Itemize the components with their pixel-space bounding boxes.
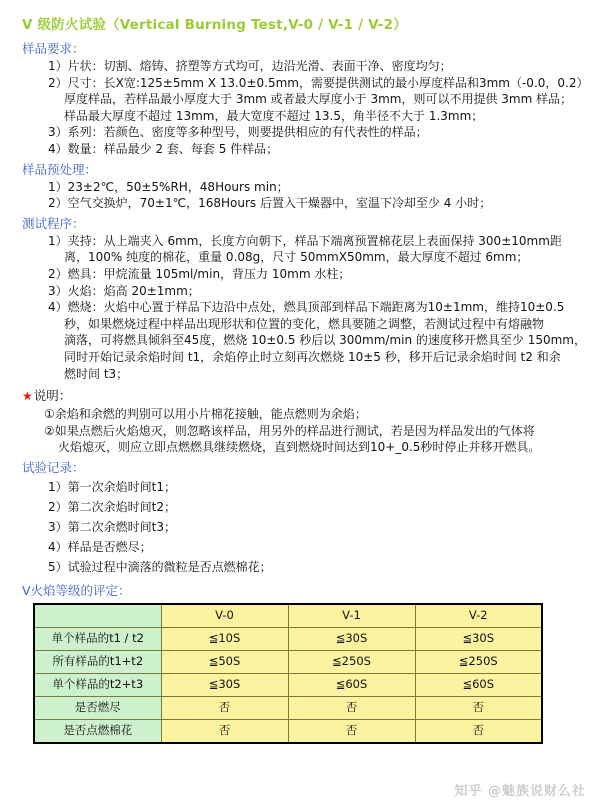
list-item-text: 2） <box>48 499 68 514</box>
table-cell: 否 <box>288 719 415 743</box>
list-item-continuation: 同时开始记录余焰时间 t1，余焰停止时立刻再次燃烧 10±5 秒，移开后记录余焰时间 t2 和余 <box>64 349 561 364</box>
table-cell: 否 <box>415 696 542 719</box>
list-item-continuation: 离，100% 纯度的棉花，重量 0.08g，尺寸 50mmX50mm，最大厚度不超过 6mm； <box>64 250 529 265</box>
list-item-text: 1） <box>48 59 68 73</box>
section-body-sample-requirements <box>0 58 600 158</box>
list-item-text: 1） <box>48 479 68 494</box>
table-row <box>34 696 542 719</box>
list-item <box>0 477 600 497</box>
list-item-text: 4） <box>48 300 68 315</box>
list-item <box>0 299 600 382</box>
list-item-continuation: 秒，如果燃烧过程中样品出现形状和位置的变化，燃具要随之调整，若测试过程中有熔融物 <box>64 316 545 331</box>
list-item-text: 2） <box>48 266 68 281</box>
list-item <box>0 537 600 557</box>
list-item <box>0 58 600 75</box>
list-item-text: 1） <box>48 179 68 194</box>
table-header-row <box>34 604 542 628</box>
list-item-text: 燃烧：火焰中心置于样品下边沿中点处，燃具顶部到样品下端距离为10±1mm，维持10±0.5 <box>67 300 565 315</box>
section-body-note <box>0 406 600 456</box>
table-column-header: V-0 <box>161 604 288 628</box>
list-item <box>0 497 600 517</box>
list-item-text: 23±2℃，50±5%RH，48Hours min； <box>67 179 289 194</box>
table-corner-cell <box>34 604 161 628</box>
list-item <box>0 124 600 141</box>
table-column-header: V-1 <box>288 604 415 628</box>
table-row <box>34 627 542 650</box>
section-body-test-procedure <box>0 233 600 382</box>
table-row <box>34 719 542 743</box>
list-item-text: 第二次余燃时间t3； <box>67 519 176 534</box>
list-item-text: 4） <box>48 141 68 156</box>
table-cell: ≦30S <box>288 627 415 650</box>
section-heading-sample-requirements: 样品要求： <box>22 41 85 56</box>
table-cell: ≦50S <box>161 650 288 673</box>
list-item-text: 数量：样品最少 2 套、每套 5 件样品； <box>67 141 279 156</box>
section-body-test-record <box>0 477 600 577</box>
list-item-text: 火焰：焰高 20±1mm； <box>67 283 200 298</box>
list-item <box>0 141 600 158</box>
list-item-text: 尺寸：长X宽:125±5mm X 13.0±0.5mm，需要提供测试的最小厚度样品和3mm（-0.0，0.2） <box>67 75 589 90</box>
list-item-text: 4） <box>48 539 68 554</box>
table-row-header: 单个样品的t1 / t2 <box>34 627 161 650</box>
list-item-text: 3） <box>48 283 68 298</box>
list-item-text: 试验过程中滴落的微粒是否点燃棉花； <box>67 559 272 574</box>
list-item-text: 系列：若颜色、密度等多种型号，则要提供相应的有代表性的样品； <box>67 125 428 140</box>
list-item-continuation: 厚度样品，若样品最小厚度大于 3mm 或者最大厚度小于 3mm，则可以不用提供 3mm 样品； <box>64 92 573 107</box>
list-item <box>0 266 600 283</box>
list-item-text: 如果点燃后火焰熄灭，则忽略该样品，用另外的样品进行测试，若是因为样品发出的气体将 <box>54 423 535 438</box>
list-item <box>0 423 600 456</box>
list-item <box>0 557 600 577</box>
table-cell: ≦30S <box>415 627 542 650</box>
section-heading-grade-evaluation: V火焰等级的评定： <box>22 582 131 598</box>
list-item-text: 第二次余焰时间t2； <box>67 499 176 514</box>
list-item <box>0 179 600 196</box>
list-item <box>0 517 600 537</box>
list-item <box>0 75 600 125</box>
table-row-header: 是否点燃棉花 <box>34 719 161 743</box>
section-heading-note-label: 说明： <box>33 388 72 404</box>
section-heading-test-procedure: 测试程序： <box>22 215 85 231</box>
table-row <box>34 673 542 696</box>
list-item <box>0 233 600 266</box>
section-heading-note <box>0 385 600 406</box>
table-cell: ≦60S <box>288 673 415 696</box>
list-item-continuation: 滴落，可将燃具倾斜至45度，燃烧 10±0.5 秒后以 300mm/min 的速度移开燃具至少 150mm， <box>64 333 586 348</box>
table-cell: 否 <box>415 719 542 743</box>
list-item-continuation: 样品最大厚度不超过 13mm，最大宽度不超过 13.5，角半径不大于 1.3mm； <box>64 108 484 123</box>
list-item <box>0 283 600 300</box>
list-item-text: 余焰和余燃的判别可以用小片棉花接触，能点燃则为余焰； <box>54 407 367 422</box>
list-item-text: 片状：切割、熔铸、挤塑等方式均可，边沿光滑、表面干净、密度均匀； <box>67 59 452 73</box>
list-item-text: 第一次余焰时间t1； <box>67 479 176 494</box>
table-row-header: 单个样品的t2+t3 <box>34 673 161 696</box>
list-item-text: ② <box>44 423 55 438</box>
table-cell: 否 <box>161 696 288 719</box>
section-body-pretreatment <box>0 179 600 212</box>
list-item-text: 2） <box>48 75 68 90</box>
list-item-text: 夹持：从上端夹入 6mm，长度方向朝下，样品下端离预置棉花层上表面保持 300±10mm距 <box>67 233 562 248</box>
list-item-text: 燃具：甲烷流量 105ml/min，背压力 10mm 水柱； <box>67 266 351 281</box>
table-cell: ≦10S <box>161 627 288 650</box>
table-row <box>34 650 542 673</box>
list-item-text: 3） <box>48 125 68 140</box>
section-heading-test-record: 试验记录： <box>22 459 85 475</box>
table-cell: ≦250S <box>288 650 415 673</box>
table-row-header: 所有样品的t1+t2 <box>34 650 161 673</box>
table-cell: ≦30S <box>161 673 288 696</box>
grade-table <box>33 603 543 744</box>
list-item-text: 3） <box>48 519 68 534</box>
list-item-continuation: 燃时间 t3； <box>64 366 129 381</box>
table-cell: 否 <box>161 719 288 743</box>
star-icon: ★ <box>22 389 33 404</box>
table-cell: ≦250S <box>415 650 542 673</box>
table-row-header: 是否燃尽 <box>34 696 161 719</box>
list-item-text: ① <box>44 407 55 422</box>
table-cell: 否 <box>288 696 415 719</box>
list-item-continuation: 火焰熄灭，则应立即点燃燃具继续燃烧，直到燃烧时间达到10+_0.5秒时停止并移开燃具。 <box>58 440 541 455</box>
section-heading-pretreatment: 样品预处理： <box>22 161 98 177</box>
table-column-header: V-2 <box>415 604 542 628</box>
list-item-text: 样品是否燃尽； <box>67 539 152 554</box>
watermark: 知乎 @魅族说财么社 <box>454 784 586 799</box>
grade-table-wrapper <box>0 600 600 744</box>
list-item-text: 2） <box>48 196 68 211</box>
list-item <box>0 195 600 212</box>
table-cell: ≦60S <box>415 673 542 696</box>
list-item-text: 5） <box>48 559 68 574</box>
page-title: V 级防火试验（Vertical Burning Test,V-0 / V-1 / V-2） <box>22 17 407 33</box>
list-item <box>0 406 600 423</box>
list-item-text: 1） <box>48 233 68 248</box>
list-item-text: 空气交换炉，70±1℃，168Hours 后置入干燥器中，室温下冷却至少 4 小时； <box>67 196 492 211</box>
